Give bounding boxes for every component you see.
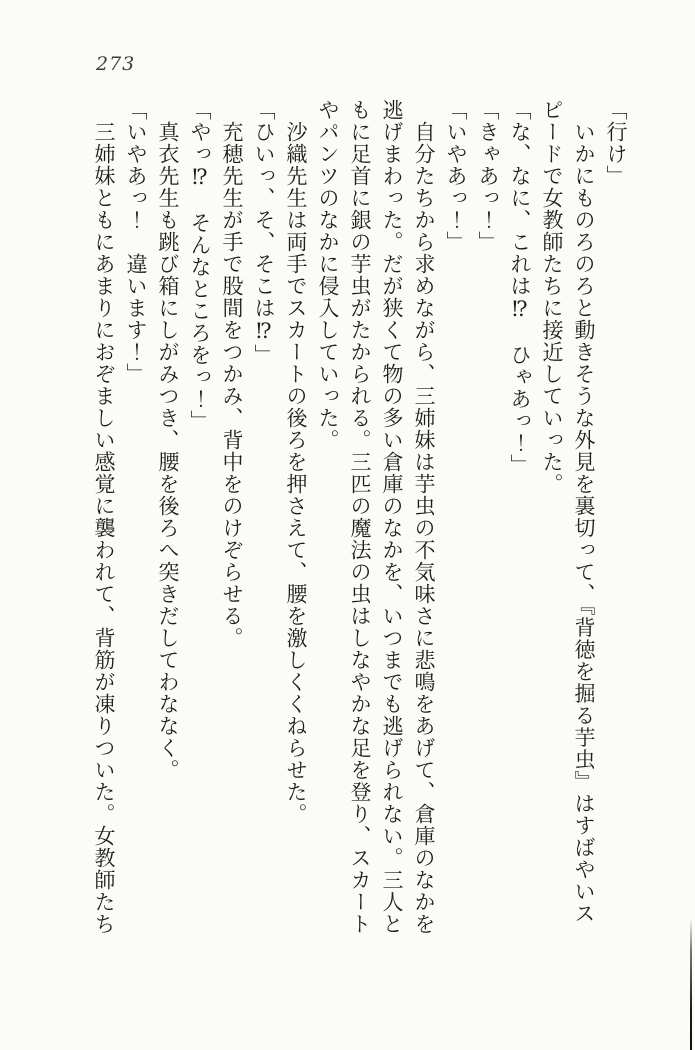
paragraph: 自分たちから求めながら、三姉妹は芋虫の不気味さに悲鳴をあげて、倉庫のなかを逃げまわった。だが狭くて物の多い倉庫のなかを、いつまでも逃げられない。三人ともに足首に銀の芋虫がたかられる。三匹の魔法の虫はしなやかな足を登り、スカートやパンツのなかに侵入していった。: [316, 99, 436, 935]
paragraph: 「な、なに、これは⁉ ひゃあっ！」: [508, 99, 532, 476]
paragraph: 「行け」: [604, 99, 628, 187]
page-edge-scan-line: [690, 918, 692, 1050]
paragraph: 沙織先生は両手でスカートの後ろを押さえて、腰を激しくくねらせた。: [284, 121, 308, 825]
paragraph: 「やっ⁉ そんなところをっ！」: [188, 99, 212, 432]
paragraph: 「ひいっ、そ、そこは⁉」: [252, 99, 276, 366]
paragraph: 充穂先生が手で股間をつかみ、背中をのけぞらせる。: [220, 121, 244, 649]
body-text-block: [88, 99, 632, 945]
paragraph: 「いやあっ！」: [444, 99, 468, 253]
paragraph: 「きゃあっ！」: [476, 99, 500, 253]
paragraph: 三姉妹ともにあまりにおぞましい感覚に襲われて、背筋が凍りついた。女教師たち: [92, 121, 116, 935]
paragraph: いかにものろのろと動きそうな外見を裏切って、『背徳を掘る芋虫』はすばやいスピードで女教師たちに接近していった。: [540, 99, 596, 925]
paragraph: 「いやあっ！ 違います！」: [124, 99, 148, 385]
page-number: 273: [96, 53, 136, 75]
paragraph: 真衣先生も跳び箱にしがみつき、腰を後ろへ突きだしてわななく。: [156, 121, 180, 781]
